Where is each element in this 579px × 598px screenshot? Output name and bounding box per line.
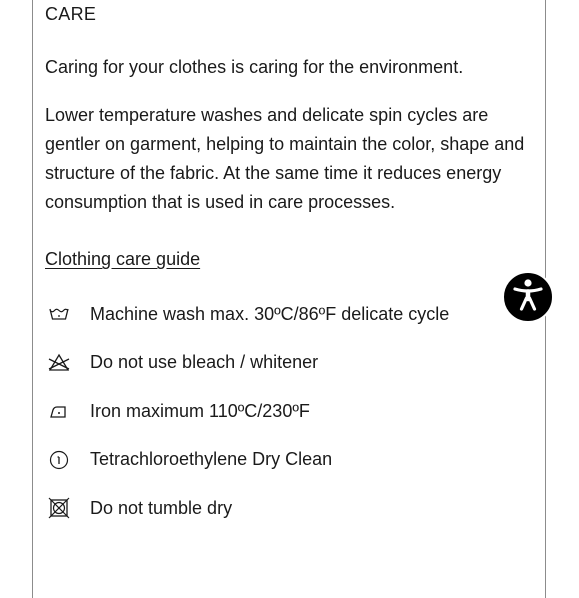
care-item-label: Do not use bleach / whitener xyxy=(90,352,319,373)
care-instructions-list xyxy=(45,290,525,533)
care-item-label: Machine wash max. 30ºC/86ºF delicate cycle xyxy=(90,303,450,324)
care-item-tumble-dry xyxy=(45,484,525,533)
care-body-text: Lower temperature washes and delicate spin cycles are gentler on garment, helping to maintain the color, shape and structure of the fabric. At the same time it reduces energy consumption that is used in care processes. xyxy=(45,105,525,212)
accessibility-icon xyxy=(513,278,543,317)
wash-tub-icon xyxy=(45,302,72,326)
care-item-wash xyxy=(45,290,525,339)
care-item-label: Tetrachloroethylene Dry Clean xyxy=(90,449,333,470)
care-item-dry-clean xyxy=(45,436,525,485)
dry-clean-icon xyxy=(45,448,72,472)
care-lead-text: Caring for your clothes is caring for the environment. xyxy=(45,57,464,77)
iron-icon xyxy=(45,399,72,423)
care-item-label: Do not tumble dry xyxy=(90,497,233,518)
care-item-iron xyxy=(45,387,525,436)
care-heading: CARE xyxy=(45,4,97,24)
care-item-bleach xyxy=(45,339,525,388)
no-tumble-dry-icon xyxy=(45,496,72,520)
no-bleach-icon xyxy=(45,351,72,375)
clothing-care-guide-link[interactable]: Clothing care guide xyxy=(45,249,201,269)
care-item-label: Iron maximum 110ºC/230ºF xyxy=(90,400,310,421)
accessibility-button[interactable] xyxy=(502,271,554,323)
